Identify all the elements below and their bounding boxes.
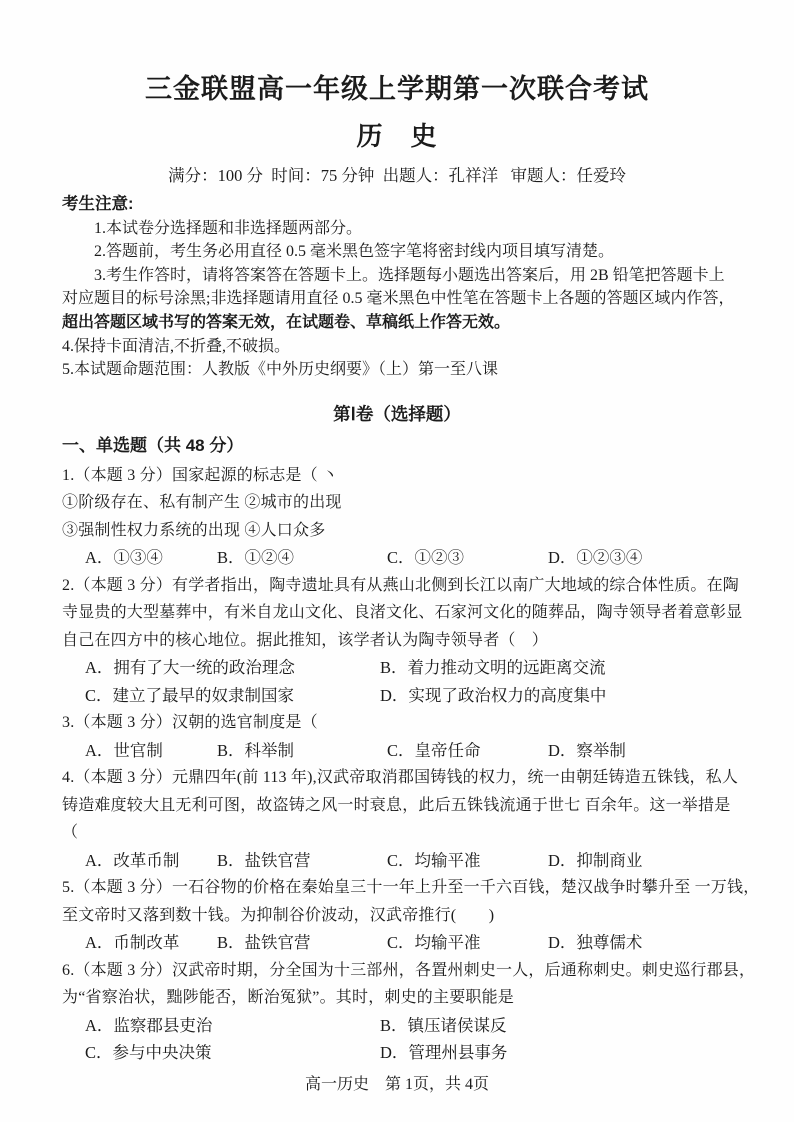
question-1-stem-line: ①阶级存在、私有制产生 ②城市的出现 bbox=[62, 494, 342, 512]
question-4 bbox=[62, 764, 739, 874]
question-3-option-b: B．科举制 bbox=[217, 740, 295, 760]
question-6-option-a: A．监察郡县吏治 bbox=[85, 1015, 213, 1035]
question-list bbox=[62, 462, 760, 1067]
question-5-option-c: C．均输平准 bbox=[387, 933, 481, 953]
question-4-stem-line: 4.（本题 3 分）元鼎四年(前 113 年),汉武帝取消郡国铸钱的权力，统一由朝廷铸造五铢钱，私人 bbox=[62, 769, 739, 787]
question-4-stem-line: 铸造难度较大且无利可图，故盗铸之风一时衰息，此后五铢钱流通于世七 百余年。这一举措是 bbox=[62, 796, 731, 814]
question-3 bbox=[62, 709, 732, 764]
question-5-option-a: A．币制改革 bbox=[85, 933, 180, 953]
question-5-stem-line: 至文帝时又落到数十钱。为抑制谷价波动，汉武帝推行( ) bbox=[62, 906, 495, 924]
question-4-stem-line: （ bbox=[62, 824, 79, 842]
part-one-title: 第Ⅰ卷（选择题） bbox=[333, 403, 461, 424]
notice-item-3-line-1: 3.考生作答时，请将答案答在答题卡上。选择题每小题选出答案后，用 2B 铅笔把答题卡上 bbox=[94, 266, 725, 284]
question-2-stem-line: 自己在四方中的核心地位。据此推知，该学者认为陶寺领导者（ ） bbox=[62, 631, 549, 649]
single-choice-section-title: 一、单选题（共 48 分） bbox=[62, 435, 244, 455]
question-6-options-row bbox=[62, 1012, 732, 1040]
question-3-stem-line: 3.（本题 3 分）汉朝的选官制度是（ bbox=[62, 714, 318, 732]
question-2-option-b: B．着力推动文明的远距离交流 bbox=[380, 658, 606, 678]
question-5-option-d: D．独尊儒术 bbox=[548, 933, 643, 953]
question-3-option-c: C．皇帝任命 bbox=[387, 740, 481, 760]
notice-item-5: 5.本试题命题范围：人教版《中外历史纲要》（上）第一至八课 bbox=[62, 361, 499, 379]
question-6-option-d: D．管理州县事务 bbox=[380, 1043, 508, 1063]
question-5-options-row bbox=[62, 929, 732, 957]
exam-info-line: 满分：100 分 时间：75 分钟 出题人：孔祥洋 审题人：任爱玲 bbox=[168, 166, 626, 185]
question-5 bbox=[62, 874, 760, 957]
question-1-option-b: B．①②④ bbox=[217, 548, 295, 568]
question-3-option-d: D．察举制 bbox=[548, 740, 626, 760]
question-1-option-c: C．①②③ bbox=[387, 548, 465, 568]
exam-subject: 历 史 bbox=[356, 121, 438, 151]
question-2-stem-line: 2.（本题 3 分）有学者指出，陶寺遗址具有从燕山北侧到长江以南广大地域的综合体性质。在陶 bbox=[62, 576, 740, 594]
question-1-stem-line: ③强制性权力系统的出现 ④人口众多 bbox=[62, 521, 326, 539]
exam-title: 三金联盟高一年级上学期第一次联合考试 bbox=[145, 74, 649, 104]
question-1-option-a: A．①③④ bbox=[85, 548, 163, 568]
question-5-stem-line: 5.（本题 3 分）一石谷物的价格在秦始皇三十一年上升至一千六百钱，楚汉战争时攀升至 一万钱， bbox=[62, 879, 760, 897]
question-6-stem-line: 为“省察治状，黜陟能否，断治冤狱”。其时，刺史的主要职能是 bbox=[62, 989, 515, 1007]
question-6-stem-line: 6.（本题 3 分）汉武帝时期，分全国为十三部州，各置州刺史一人，后通称刺史。刺史巡行郡县， bbox=[62, 961, 756, 979]
question-1 bbox=[62, 462, 732, 572]
question-4-option-a: A．改革币制 bbox=[85, 850, 180, 870]
notice-item-3-line-2: 对应题目的标号涂黑;非选择题请用直径 0.5 毫米黑色中性笔在答题卡上各题的答题区域内作答， bbox=[62, 290, 735, 308]
question-6-option-b: B．镇压诸侯谋反 bbox=[380, 1015, 507, 1035]
question-3-option-a: A．世官制 bbox=[85, 740, 163, 760]
notice-item-3-bold-line: 超出答题区域书写的答案无效，在试题卷、草稿纸上作答无效。 bbox=[62, 313, 511, 331]
question-2-stem-line: 寺显贵的大型墓葬中，有米自龙山文化、良渚文化、石家河文化的随葬品，陶寺领导者着意彰显 bbox=[62, 604, 743, 622]
question-1-options-row bbox=[62, 544, 732, 572]
question-6-options-row bbox=[62, 1039, 732, 1067]
question-4-option-b: B．盐铁官营 bbox=[217, 850, 311, 870]
question-2-options-row bbox=[62, 654, 732, 682]
candidate-notice-section bbox=[62, 193, 735, 382]
page-footer: 高一历史 第 1页，共 4页 bbox=[304, 1075, 489, 1093]
notice-item-2: 2.答题前，考生务必用直径 0.5 毫米黑色签字笔将密封线内项目填写清楚。 bbox=[94, 243, 615, 261]
question-5-option-b: B．盐铁官营 bbox=[217, 933, 311, 953]
question-2-options-row bbox=[62, 682, 732, 710]
question-6-option-c: C．参与中央决策 bbox=[85, 1043, 212, 1063]
notice-heading: 考生注意: bbox=[62, 195, 134, 213]
question-2-option-c: C．建立了最早的奴隶制国家 bbox=[85, 685, 295, 705]
question-1-stem-line: 1.（本题 3 分）国家起源的标志是（ 丶 bbox=[62, 466, 339, 484]
question-2 bbox=[62, 572, 743, 710]
notice-item-1: 1.本试卷分选择题和非选择题两部分。 bbox=[94, 219, 363, 237]
question-2-option-d: D．实现了政治权力的高度集中 bbox=[380, 685, 607, 705]
notice-item-4: 4.保持卡面清洁,不折叠,不破损。 bbox=[62, 337, 291, 355]
question-6 bbox=[62, 957, 756, 1067]
question-1-option-d: D．①②③④ bbox=[548, 548, 643, 568]
question-4-option-d: D．抑制商业 bbox=[548, 850, 643, 870]
question-3-options-row bbox=[62, 737, 732, 765]
question-4-option-c: C．均输平准 bbox=[387, 850, 481, 870]
question-2-option-a: A．拥有了大一统的政治理念 bbox=[85, 658, 295, 678]
question-4-options-row bbox=[62, 847, 732, 875]
